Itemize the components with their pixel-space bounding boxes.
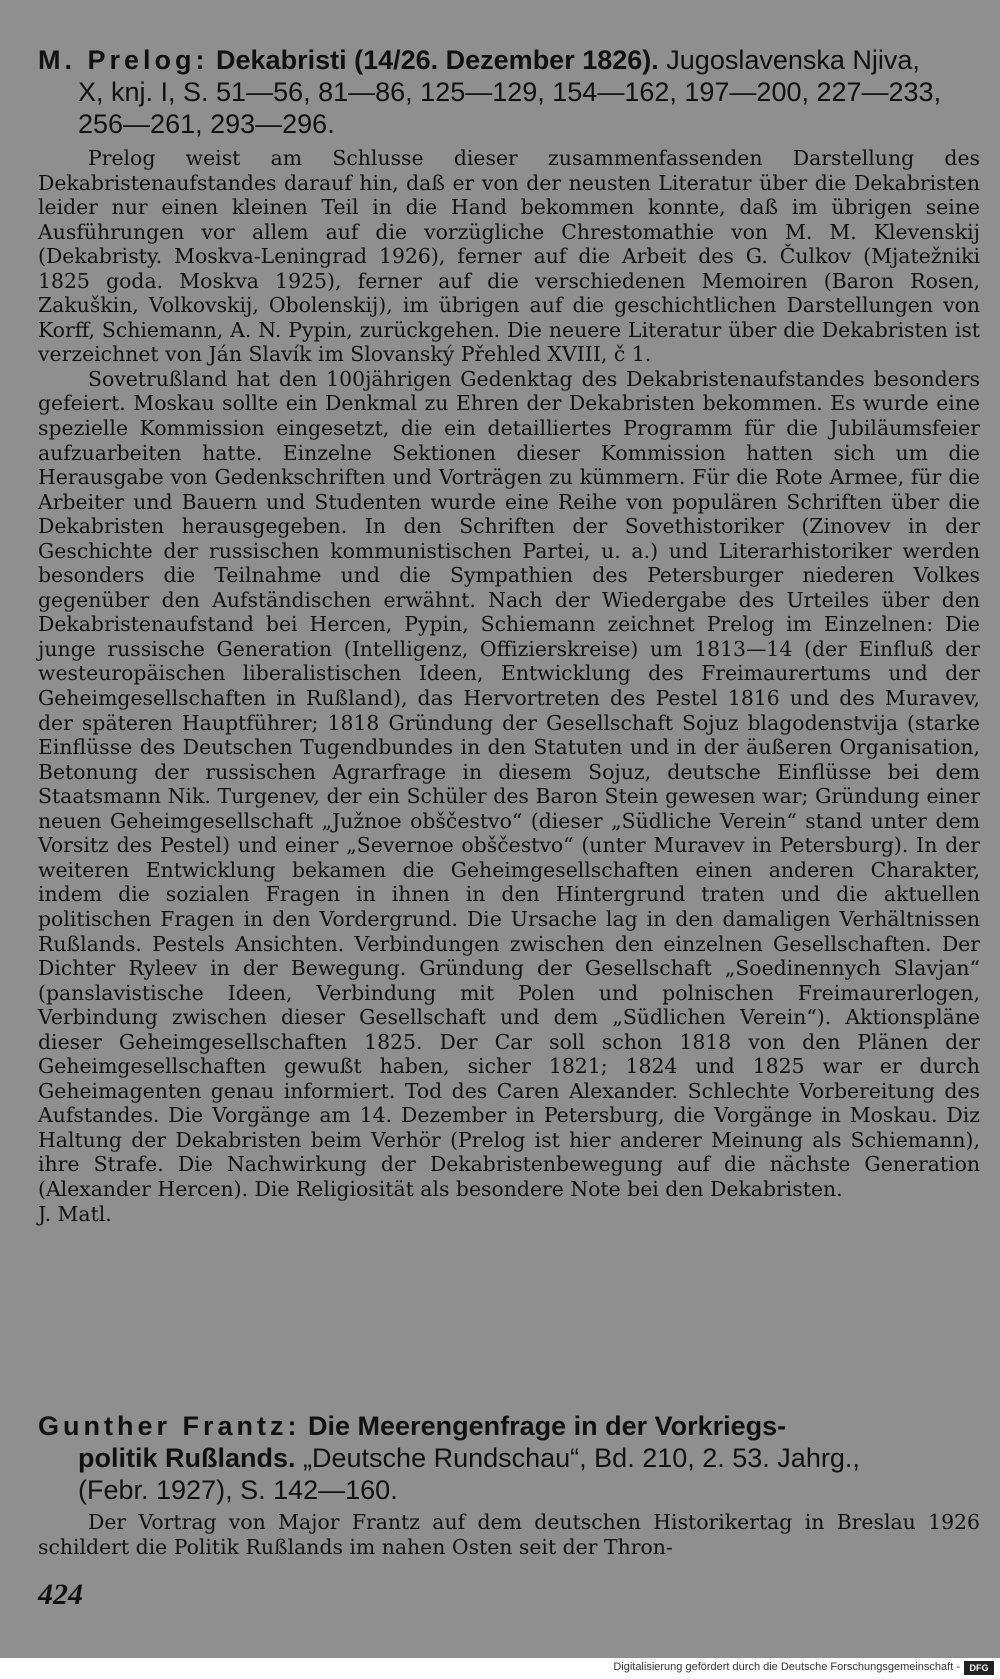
- entry-1-title: Dekabristi (14/26. Dezember 1826).: [216, 45, 659, 75]
- entry-1-reference: Jugoslavenska Njiva,: [666, 45, 920, 75]
- footer-credit: Digitalisierung gefördert durch die Deutsche Forschungsgemeinschaft -: [613, 1661, 960, 1673]
- entry-2-reference-pages: (Febr. 1927), S. 142—160.: [78, 1475, 398, 1505]
- entry-2-title-line-2: [38, 1442, 980, 1474]
- entry-1-reference-pages-cont: 256—261, 293—296.: [78, 109, 335, 139]
- page-number: 424: [38, 1578, 83, 1611]
- entry-2-reference: „Deutsche Rundschau“, Bd. 210, 2. 53. Jahrg.,: [303, 1443, 860, 1473]
- entry-1-heading: [38, 44, 980, 140]
- entry-1-signature: J. Matl.: [38, 1201, 112, 1226]
- entry-1-body: [38, 146, 980, 1226]
- entry-2-body: [38, 1510, 980, 1559]
- digitization-footer: [0, 1658, 1000, 1679]
- entry-2-paragraph-1: Der Vortrag von Major Frantz auf dem deutschen Historikertag in Breslau 1926 schildert die Politik Rußlands im nahen Osten seit der Thron-: [38, 1510, 980, 1559]
- dfg-logo-icon: DFG: [964, 1661, 994, 1675]
- entry-1-author: M. Prelog:: [38, 45, 209, 75]
- entry-1-paragraph-2: Sovetrußland hat den 100jährigen Gedenktag des Dekabristenaufstandes besonders gefeiert. Moskau sollte ein Denkmal zu Ehren der Dekabristen bekommen. Es wurde eine spezielle Kommission eingesetzt, die ein detailliertes Programm für die Jubiläumsfeier aufzuarbeiten hatte. Einzelne Sektionen dieser Kommission hatten sich um die Herausgabe von Gedenkschriften und Vorträgen zu kümmern. Für die Rote Armee, für die Arbeiter und Bauern und Studenten wurde eine Reihe von populären Schriften über die Dekabristen herausgegeben. In den Schriften der Sovethistoriker (Zinovev in der Geschichte der russischen kommunistischen Partei, u. a.) und Literarhistoriker werden besonders die Teilnahme und die Sympathien des Petersburger niederen Volkes gegenüber den Aufständischen erwähnt. Nach der Wiedergabe des Urteiles über den Dekabristenaufstand bei Hercen, Pypin, Schiemann zeichnet Prelog im Einzelnen: Die junge russische Generation (Intelligenz, Offizierskreise) um 1813—14 (der Einfluß der westeuropäischen liberalistischen Ideen, Entwicklung des Freimaurertums und der Geheimgesellschaften in Rußland), das Hervortreten des Pestel 1816 und des Muravev, der späteren Hauptführer; 1818 Gründung der Gesellschaft Sojuz blagodenstvija (starke Einflüsse des Deutschen Tugendbundes in den Statuten und in der äußeren Organisation, Betonung der russischen Agrarfrage in diesem Sojuz, deutsche Einflüsse bei dem Staatsmann Nik. Turgenev, der ein Schüler des Baron Stein gewesen war; Gründung einer neuen Geheimgesellschaft „Južnoe obščestvo“ (dieser „Südliche Verein“ stand unter dem Vorsitz des Pestel) und einer „Severnoe obščestvo“ (unter Muravev in Petersburg). In der weiteren Entwicklung bekamen die Geheimgesellschaften einen anderen Charakter, indem die sozialen Fragen in ihnen in den Hintergrund traten und die aktuellen politischen Fragen in den Vordergrund. Die Ursache lag in den damaligen Verhältnissen Rußlands. Pestels Ansichten. Verbindungen zwischen den einzelnen Gesellschaften. Der Dichter Ryleev in der Bewegung. Gründung der Gesellschaft „Soedinennych Slavjan“ (panslavistische Ideen, Verbindung mit Polen und polnischen Freimaurerlogen, Verbindung zwischen dieser Gesellschaft und dem „Südlichen Verein“). Aktionspläne dieser Geheimgesellschaften 1825. Der Car soll schon 1818 von den Plänen der Geheimgesellschaften gewußt haben, sicher 1821; 1824 und 1825 war er durch Geheimagenten genau informiert. Tod des Caren Alexander. Schlechte Vorbereitung des Aufstandes. Die Vorgänge am 14. Dezember in Petersburg, die Vorgänge in Moskau. Diz Haltung der Dekabristen beim Verhör (Prelog ist hier anderer Meinung als Schiemann), ihre Strafe. Die Nachwirkung der Dekabristenbewegung auf die nächste Generation (Alexander Hercen). Die Religiosität als besondere Note bei den Dekabristen.: [38, 366, 980, 1201]
- entry-2-author: Gunther Frantz:: [38, 1411, 301, 1441]
- entry-2-title-cont: politik Rußlands.: [78, 1443, 296, 1473]
- entry-2-title: Die Meerengenfrage in der Vorkriegs-: [308, 1411, 787, 1441]
- entry-2-heading: [38, 1410, 980, 1506]
- entry-1-paragraph-1: Prelog weist am Schlusse dieser zusammenfassenden Darstellung des Dekabristenaufstandes darauf hin, daß er von der neusten Literatur über die Dekabristen leider nur einen kleinen Teil in die Hand bekommen konnte, daß im übrigen seine Ausführungen vor allem auf die vorzügliche Chrestomathie von M. M. Klevenskij (Dekabristy. Moskva-Leningrad 1926), ferner auf die Arbeit des G. Čulkov (Mjatežniki 1825 goda. Moskva 1925), ferner auf die verschiedenen Memoiren (Baron Rosen, Zakuškin, Volkovskij, Obolenskij), im übrigen auf die geschichtlichen Darstellungen von Korff, Schiemann, A. N. Pypin, zurückgehen. Die neuere Literatur über die Dekabristen ist verzeichnet von Ján Slavík im Slovanský Přehled XVIII, č 1.: [38, 146, 980, 367]
- entry-1-reference-pages: X, knj. I, S. 51—56, 81—86, 125—129, 154—162, 197—200, 227—233,: [78, 77, 942, 107]
